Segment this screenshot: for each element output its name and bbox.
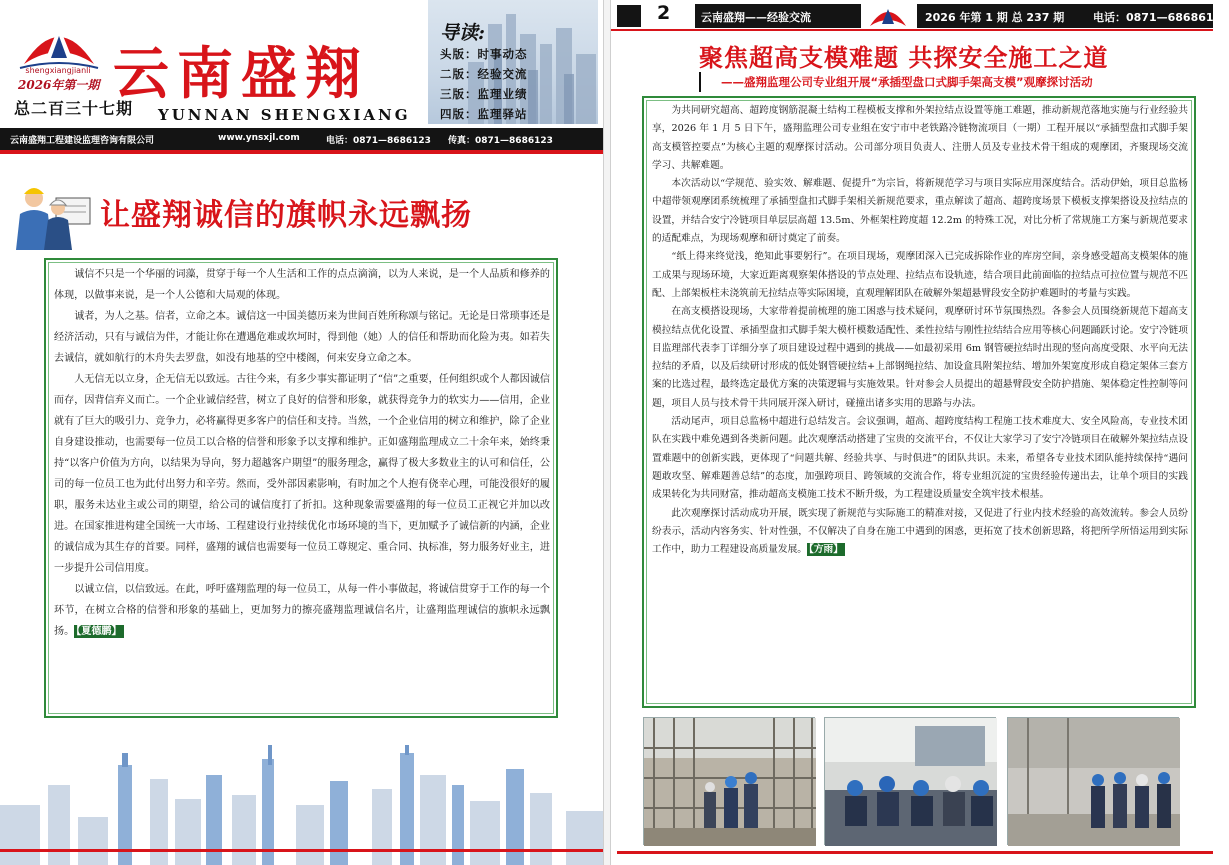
article-paragraph-text: 此次观摩探讨活动成功开展，既实现了新规范与实际施工的精准对接，又促进了行业内技术经验的高效流转。参会人员纷纷表示，活动内容务实、针对性强，不仅解决了自身在施工中遇到的困惑，更拓宽了技术创新思路，将把所学所悟运用到实际工作中，助力工程建设高质量发展。	[652, 507, 1188, 556]
article-paragraph: 活动尾声，项目总监杨中超进行总结发言。会议强调，超高、超跨度结构工程施工技术难度大、安全风险高，专业技术团队在实践中难免遇到各类新问题。此次观摩活动搭建了宝贵的交流平台，不仅让大家学习了安宁冷链项目在破解外架拉结点设置难题中的创新实践，更体现了“问题共解、经验共享、与时俱进”的团队共识。未来，希望各专业技术团队能持续保持“遇问题敢攻坚、解难题善总结”的态度，加强跨项目、跨领域的交流合作，将专业组沉淀的宝贵经验传递出去，让单个项目的实践成果转化为共同财富，推动超高支模施工技术不断升级，为工程建设质量安全筑牢技术根基。	[652, 416, 1188, 501]
article-paragraph: 为共同研究超高、超跨度钢筋混凝土结构工程模板支撑和外架拉结点设置等施工难题，推动新规范落地实施与行业经验共享，2026 年 1 月 5 日下午，盛翔监理公司专业组在安宁市中老铁路冷链物流项目（一期）工程开展以“承插型盘扣式脚手架高支模管控要点”为核心主题的观摩探讨活动。公司部分项目负责人、注册人员及专业技术骨干组成的观摩团，齐聚现场交流学习、共解难题。	[652, 105, 1188, 171]
fax-number: 传真：0871—8686123	[448, 136, 553, 146]
article-paragraph: 在高支模搭设现场，大家带着提前梳理的施工困惑与技术疑问，观摩研讨环节氛围热烈。各参会人员围绕新规范下超高支模拉结点优化设置、承插型盘扣式脚手架大模杆模数适配性、柔性拉结与刚性拉结结合应用等核心问题踊跃讨论。安宁冷链项目监理部代表李丁详细分享了项目建设过程中遇到的挑战——如最初采用 6m 钢管硬拉结时出现的竖向高度受限、水平向无法拉结的矛盾，以及后续研讨形成的低处钢管硬拉结+上部钢绳拉结、加设盒具附架拉结、增加外架宽度形成自稳定架体三套方案的比选过程，最终选定最优方案的决策逻辑与实施效果。针对参会人员提出的超悬臂段安全防护措施、架体稳定性控制等问题，项目人员与技术骨干共同展开深入研讨，碰撞出诸多实用的思路与办法。	[652, 306, 1188, 409]
logo-caption: shengxiangjianli	[25, 66, 91, 75]
info-bar	[0, 128, 603, 150]
engineers-illustration	[6, 180, 94, 252]
phone-number: 电话：0871—68686123	[1093, 11, 1229, 24]
article-paragraph: 诚者，为人之基。信者，立命之本。诚信这一中国美德历来为世间百姓所称颂与铭记。无论是日常琐事还是经济活动，只有与诚信为伴，才能让你在遭遇危难或坎坷时，得到他（她）人的信任和帮助而化险为夷。如若失去诚信，就如航行的木舟失去罗盘，如没有地基的空中楼阁，何来安身立命之本。	[54, 311, 550, 364]
article-paragraph: “纸上得来终觉浅，绝知此事要躬行”。在项目现场，观摩团深入已完成拆除作业的库房空间，亲身感受超高支模架体的施工成果与现场环境，大家近距离观察架体搭设的节点处理、拉结点布设轨迹，结合项目此前面临的拉结点可拉位置与规范不匹配、上部架板柱未浇筑前无拉结点等实际困境，直观理解团队在破解外架超悬臂段安全防护难题时的考量与实践。	[652, 251, 1188, 299]
divider	[617, 851, 1213, 854]
site-photo-meeting	[824, 717, 996, 845]
guide-item: 头版：时事动态	[440, 47, 528, 61]
article-subtitle: ——盛翔监理公司专业组开展“承插型盘口式脚手架高支模”观摩探讨活动	[721, 75, 1093, 89]
guide-item: 四版：监理驿站	[440, 107, 528, 121]
phone-number: 电话：0871—8686123	[326, 136, 431, 146]
masthead-title: 云南盛翔	[113, 41, 369, 107]
article-paragraph: 诚信不只是一个华丽的词藻，贯穿于每一个人生活和工作的点点滴滴，以为人来说，是一个人品质和修养的体现，以做事来说，是一个人公德和大局观的体现。	[54, 269, 550, 301]
company-name: 云南盛翔工程建设监理咨询有限公司	[10, 136, 155, 146]
section-title: 云南盛翔——经验交流	[701, 11, 811, 24]
article-paragraph	[652, 505, 1188, 560]
issue-total: 总二百三十七期	[14, 99, 134, 118]
subtitle-marker	[699, 72, 701, 92]
guide-heading: 导读:	[440, 22, 486, 44]
divider	[611, 29, 1213, 31]
article-headline: 让盛翔诚信的旗帜永远飘扬	[100, 198, 472, 233]
issue-bar	[917, 4, 1229, 28]
website-link[interactable]: www.ynsxjl.com	[218, 133, 300, 143]
page-number: 2	[657, 2, 671, 24]
article-paragraph: 人无信无以立身，企无信无以致远。古往今来，有多少事实都证明了“信”之重要，任何组织或个人都因诚信而存，因背信弃义而亡。一个企业诚信经营，树立了良好的信誉和形象，就获得竞争力的软实力——信用，企业就有了巨大的吸引力、竞争力，必将赢得更多客户的信任和支持。当然，一个企业信用的树立和维护，除了企业自身建设推动，也需要每一位员工以合格的信誉和形象予以支撑和维护。正如盛翔监理成立二十余年来，始终秉持“以客户价值为方向，以结果为导向，努力超越客户期望”的服务理念，赢得了极大多数业主的认可和信任，公司的每一位员工也为此付出努力和辛劳。然而，受外部因素影响，有时加之个人抱有侥幸心理，可能没很好的履职，服务未达业主或公司的期望，给公司的诚信度打了折扣。这种现象需要盛翔的每一位员工正视它并加以改进。在国家推进构建全国统一大市场、工程建设行业持续优化市场环境的当下，更加赋予了诚信新的内涵，企业的诚信成为其生存的首要。同样，盛翔的诚信也需要每一位员工尊规定、重合同、执标准，努力服务好业主，进一步提升公司信用度。	[54, 374, 550, 574]
divider	[0, 150, 603, 154]
article-paragraph-text: 以诚立信，以信致远。在此，呼吁盛翔监理的每一位员工，从每一件小事做起，将诚信贯穿于工作的每一个环节，在树立合格的信誉和形象的基础上，更加努力的擦亮盛翔监理诚信名片，让盛翔监理诚信的旗帜永远飘扬。	[54, 584, 550, 637]
issue-info: 2026 年第 1 期 总 237 期	[925, 11, 1065, 24]
section-bar	[695, 4, 861, 28]
second-page	[611, 0, 1229, 865]
guide-item: 二版：经验交流	[440, 67, 528, 81]
site-photo-warehouse	[1007, 717, 1179, 845]
article-headline: 聚焦超高支模难题 共探安全施工之道	[699, 43, 1109, 72]
article-body	[642, 96, 1196, 708]
article-paragraph: 本次活动以“学规范、验实效、解难题、促提升”为宗旨，将新规范学习与项目实际应用深度结合。活动伊始，项目总监杨中超带领观摩团系统梳理了承插型盘扣式脚手架相关新规范要求，重点解读了超高、超跨度场景下模板支撑架搭设及拉结点的设置，并结合安宁冷链项目单层层高超 13.5m、外框架柱跨度超 12.2m 的特殊工况，对比分析了常规施工方案与新规范要求的适配难点，为现场观摩和研讨奠定了前奏。	[652, 178, 1188, 245]
guide-panel	[428, 0, 598, 124]
divider	[0, 849, 603, 852]
front-page	[0, 0, 603, 865]
guide-item: 三版：监理业绩	[440, 87, 528, 101]
author-tag: 【方雨】	[809, 544, 843, 556]
site-photo-scaffolding	[643, 717, 815, 845]
masthead-pinyin: YUNNAN SHENGXIANG	[158, 106, 411, 124]
city-skyline-image	[0, 745, 603, 865]
company-logo	[867, 2, 909, 30]
header-block	[617, 5, 641, 27]
article-paragraph	[54, 579, 550, 642]
article-body	[44, 258, 558, 718]
page-gutter	[603, 0, 611, 865]
issue-date: 2026年第一期	[18, 78, 100, 92]
author-tag: 【夏德鹏】	[76, 626, 122, 637]
